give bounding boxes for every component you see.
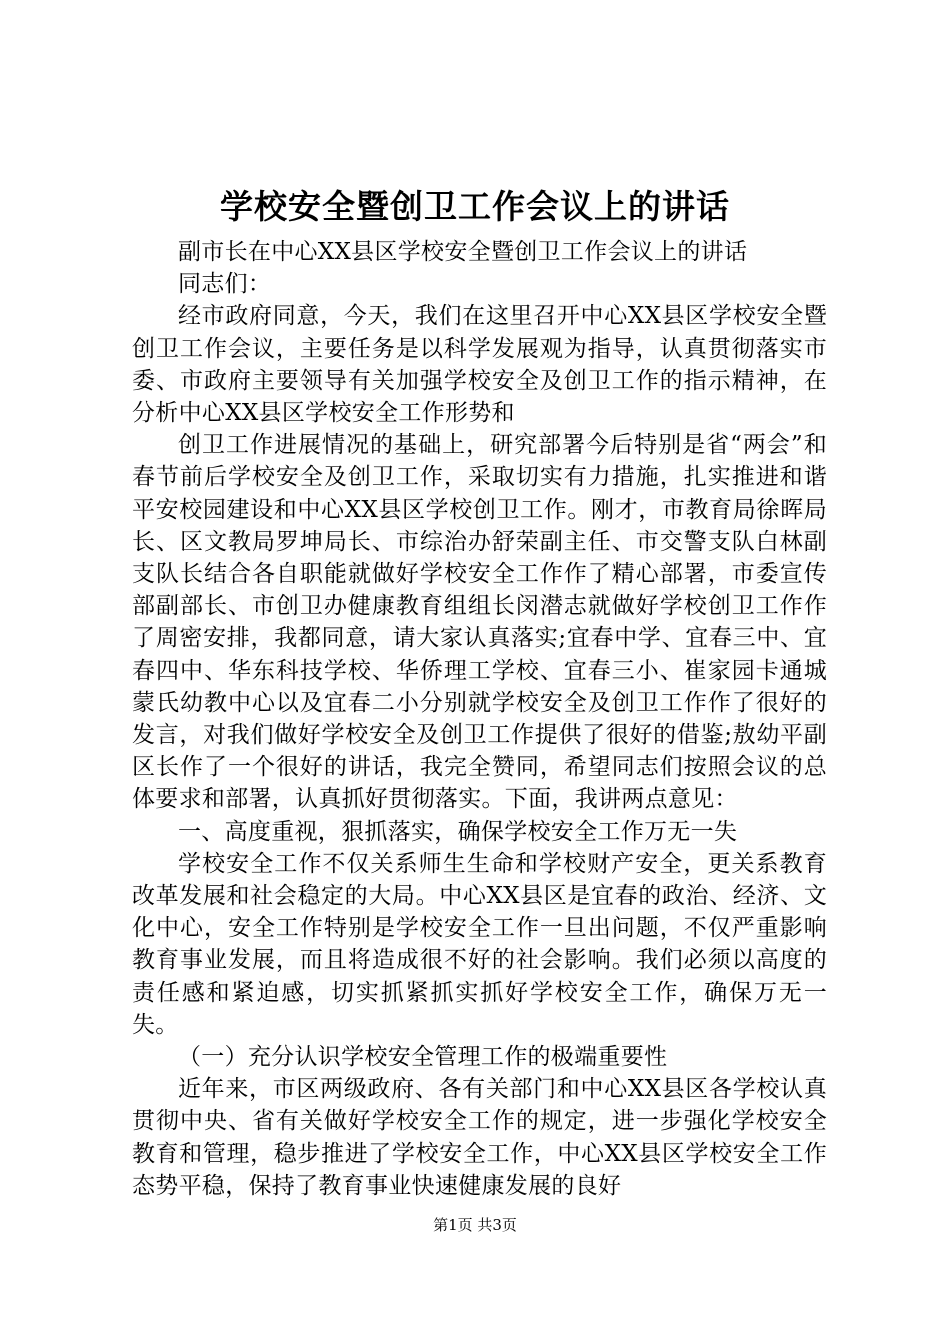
document-title: 学校安全暨创卫工作会议上的讲话 [220, 187, 730, 226]
paragraph: 创卫工作进展情况的基础上，研究部署今后特别是省“两会”和春节前后学校安全及创卫工作，采取切实有力措施，扎实推进和谐平安校园建设和中心XX县区学校创卫工作。刚才，市教育局徐晖局长、区文教局罗坤局长、市综治办舒荣副主任、市交警支队白林副支队长结合各自职能就做好学校安全工作作了精心部署，市委宣传部副部长、市创卫办健康教育组组长闵潜志就做好学校创卫工作作了周密安排，我都同意，请大家认真落实;宜春中学、宜春三中、宜春四中、华东科技学校、华侨理工学校、宜春三小、崔家园卡通城蒙氏幼教中心以及宜春二小分别就学校安全及创卫工作作了很好的发言，对我们做好学校安全及创卫工作提供了很好的借鉴;敖幼平副区长作了一个很好的讲话，我完全赞同，希望同志们按照会议的总体要求和部署，认真抓好贯彻落实。下面，我讲两点意见： [132, 432, 827, 813]
document-body [132, 236, 827, 1202]
page-number-footer: 第1页 共3页 [433, 1216, 517, 1234]
salutation: 同志们： [178, 271, 272, 298]
paragraph: 经市政府同意，今天，我们在这里召开中心XX县区学校安全暨创卫工作会议，主要任务是以科学发展观为指导，认真贯彻落实市委、市政府主要领导有关加强学校安全及创卫工作的指示精神，在分析中心XX县区学校安全工作形势和 [132, 303, 827, 427]
paragraph: 近年来，市区两级政府、各有关部门和中心XX县区各学校认真贯彻中央、省有关做好学校安全工作的规定，进一步强化学校安全教育和管理，稳步推进了学校安全工作，中心XX县区学校安全工作态势平稳，保持了教育事业快速健康发展的良好 [132, 1076, 827, 1199]
subsection-heading: （一）充分认识学校安全管理工作的极端重要性 [178, 1044, 668, 1071]
speech-subtitle: 副市长在中心XX县区学校安全暨创卫工作会议上的讲话 [178, 239, 748, 265]
paragraph: 学校安全工作不仅关系师生生命和学校财产安全，更关系教育改革发展和社会稳定的大局。中心XX县区是宜春的政治、经济、文化中心，安全工作特别是学校安全工作一旦出问题，不仅严重影响教育事业发展，而且将造成很不好的社会影响。我们必须以高度的责任感和紧迫感，切实抓紧抓实抓好学校安全工作，确保万无一失。 [132, 850, 827, 1038]
section-heading: 一、高度重视，狠抓落实，确保学校安全工作万无一失 [178, 818, 738, 845]
